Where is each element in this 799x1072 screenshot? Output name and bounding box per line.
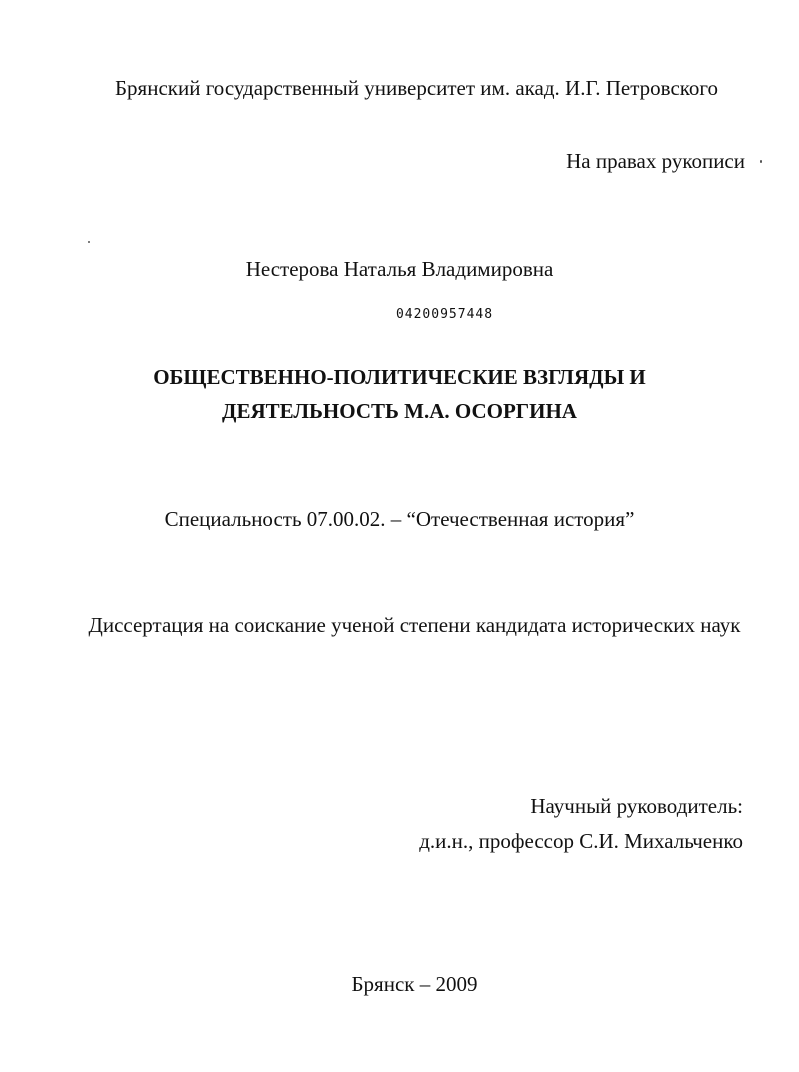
advisor-name: д.и.н., профессор С.И. Михальченко	[419, 829, 743, 853]
scan-speck	[88, 241, 90, 243]
registration-code: 04200957448	[395, 307, 494, 322]
author-name: Нестерова Наталья Владимировна	[245, 257, 554, 281]
scan-speck	[760, 160, 762, 163]
specialty: Специальность 07.00.02. – “Отечественная история”	[164, 507, 635, 531]
place-year: Брянск – 2009	[351, 972, 478, 996]
advisor-label: Научный руководитель:	[530, 794, 743, 818]
dissertation-type: Диссертация на соискание ученой степени кандидата исторических наук	[88, 613, 741, 637]
university-name: Брянский государственный университет им. акад. И.Г. Петровского	[115, 76, 718, 100]
thesis-title-line-2: ДЕЯТЕЛЬНОСТЬ М.А. ОСОРГИНА	[222, 399, 577, 423]
thesis-title-line-1: ОБЩЕСТВЕННО-ПОЛИТИЧЕСКИЕ ВЗГЛЯДЫ И	[153, 365, 646, 389]
manuscript-note: На правах рукописи	[566, 149, 745, 173]
